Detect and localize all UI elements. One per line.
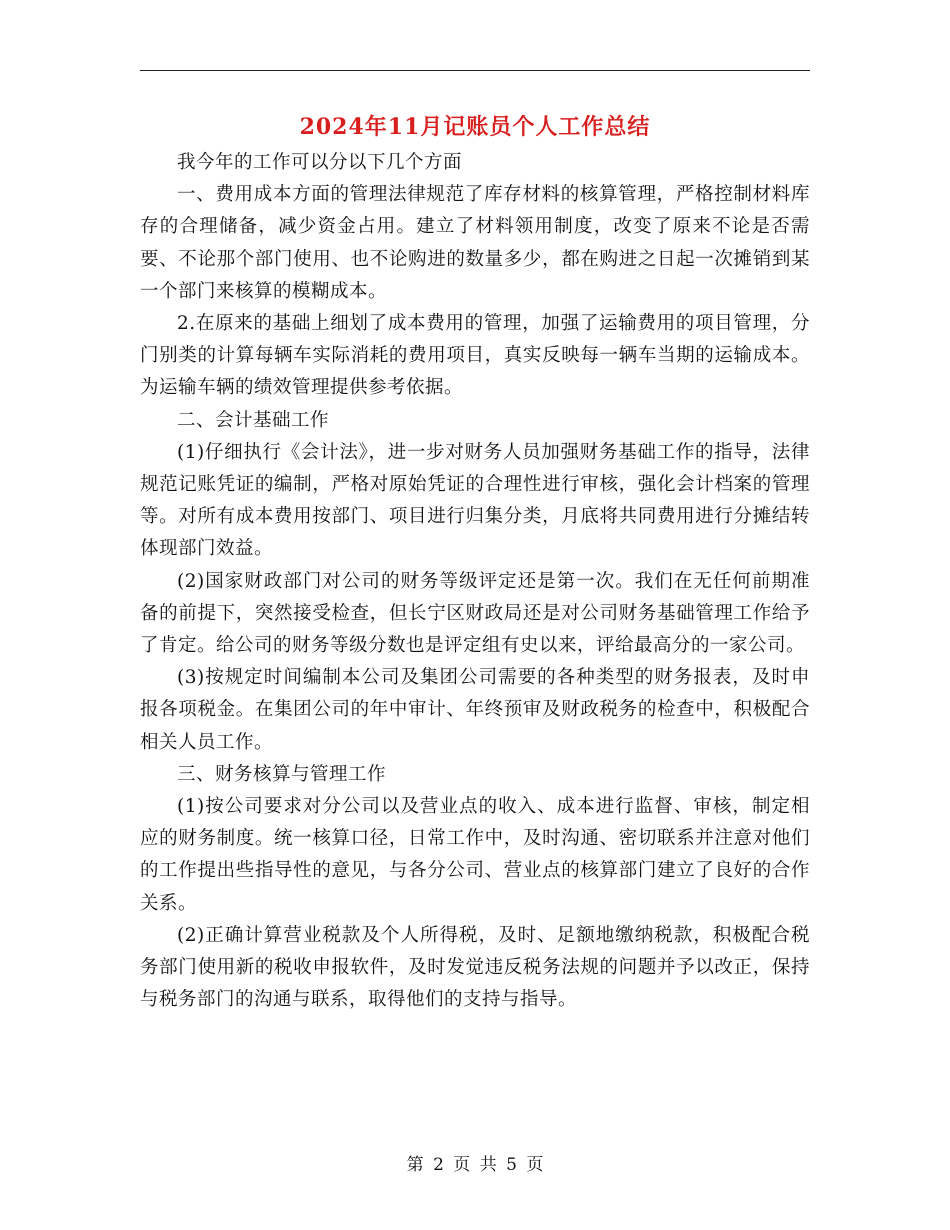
paragraph-cost-management: 一、费用成本方面的管理法律规范了库存材料的核算管理，严格控制材料库存的合理储备，减少资金占用。建立了材料领用制度，改变了原来不论是否需要、不论那个部门使用、也不论购进的数量多少，都在购进之日起一次摊销到某一个部门来核算的模糊成本。 <box>140 184 810 302</box>
footer-total-prefix: 共 <box>479 1155 497 1175</box>
paragraph-intro: 我今年的工作可以分以下几个方面 <box>177 152 463 173</box>
paragraph-finance-rating: (2)国家财政部门对公司的财务等级评定还是第一次。我们在无任何前期准备的前提下，突然接受检查，但长宁区财政局还是对公司财务基础管理工作给予了肯定。给公司的财务等级分数也是评定组有史以来，评给最高分的一家公司。 <box>140 570 810 657</box>
document-body <box>140 147 810 1016</box>
header-rule <box>140 70 810 71</box>
section-heading-accounting-basics: 二、会计基础工作 <box>177 409 330 431</box>
paragraph-financial-reports: (3)按规定时间编制本公司及集团公司需要的各种类型的财务报表，及时申报各项税金。在集团公司的年中审计、年终预审及财政税务的检查中，积极配合相关人员工作。 <box>140 667 810 753</box>
footer-page-prefix: 第 <box>406 1155 424 1175</box>
paragraph-transport-cost: 2.在原来的基础上细划了成本费用的管理，加强了运输费用的项目管理，分门别类的计算每辆车实际消耗的费用项目，真实反映每一辆车当期的运输成本。为运输车辆的绩效管理提供参考依据。 <box>140 313 810 399</box>
page-footer <box>140 1152 810 1178</box>
paragraph-branch-supervision: (1)按公司要求对分公司以及营业点的收入、成本进行监督、审核，制定相应的财务制度。统一核算口径，日常工作中，及时沟通、密切联系并注意对他们的工作提出些指导性的意见，与各分公司、营业点的核算部门建立了良好的合作关系。 <box>140 796 810 914</box>
document-title: 2024年11月记账员个人工作总结 <box>299 114 651 140</box>
footer-current-page: 2 <box>433 1155 444 1175</box>
footer-total-pages: 5 <box>506 1155 517 1175</box>
paragraph-tax-calculation: (2)正确计算营业税款及个人所得税，及时、足额地缴纳税款，积极配合税务部门使用新的税收申报软件，及时发觉违反税务法规的问题并予以改正，保持与税务部门的沟通与联系，取得他们的支持与指导。 <box>140 924 810 1011</box>
section-heading-accounting-management: 三、财务核算与管理工作 <box>177 763 387 785</box>
paragraph-accounting-law: (1)仔细执行《会计法》，进一步对财务人员加强财务基础工作的指导，法律规范记账凭证的编制，严格对原始凭证的合理性进行审核，强化会计档案的管理等。对所有成本费用按部门、项目进行归集分类，月底将共同费用进行分摊结转体现部门效益。 <box>140 441 810 560</box>
footer-page-unit: 页 <box>453 1155 471 1175</box>
footer-total-unit: 页 <box>526 1155 544 1175</box>
